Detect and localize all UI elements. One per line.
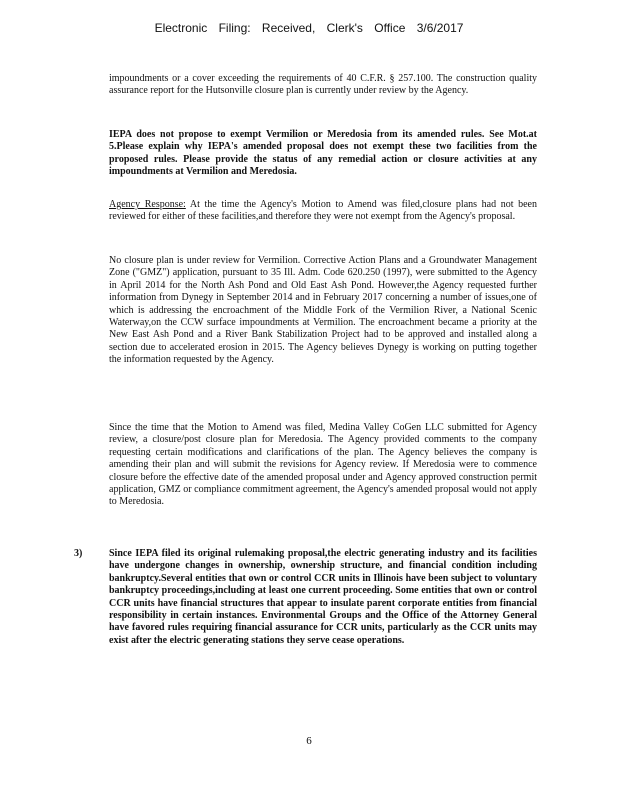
filing-stamp-header: Electronic Filing: Received, Clerk's Office 3/6/2017 [154,21,464,35]
question-vermilion-meredosia: IEPA does not propose to exempt Vermilion or Meredosia from its amended rules. See Mot.at 5.Please explain why IEPA's amended proposal does not exempt these two facilities from the proposed rules. Please provide the status of any remedial action or closure activities at any impoundments at Vermilion and Meredosia. [109,129,537,178]
agency-response-label: Agency Response: [109,199,186,210]
item-number: 3) [74,548,83,559]
paragraph-vermilion-closure: No closure plan is under review for Vermilion. Corrective Action Plans and a Groundwater Management Zone ("GMZ") application, pursuant to 35 Ill. Adm. Code 620.250 (1997), were submitted to the Agency in April 2014 for the North Ash Pond and Old East Ash Pond. However,the Agency requested further information from Dynegy in September 2014 and in February 2017 concerning a number of issues,one of which is addressing the encroachment of the Middle Fork of the Vermilion River, a National Scenic Waterway,on the CCW surface impoundments at Vermilion. The encroachment became a priority at the New East Ash Pond and a River Bank Stabilization Project had to be approved and installed along a section due to accelerated erosion in 2015. The Agency believes Dynegy is working on putting together the information requested by the Agency. [109,255,537,366]
paragraph-hutsonville: impoundments or a cover exceeding the requirements of 40 C.F.R. § 257.100. The construction quality assurance report for the Hutsonville closure plan is currently under review by the Agency. [109,73,537,97]
paragraph-meredosia-closure: Since the time that the Motion to Amend was filed, Medina Valley CoGen LLC submitted for Agency review, a closure/post closure plan for Meredosia. The Agency provided comments to the company requesting certain modifications and clarifications of the plan. The Agency believes the company is amending their plan and will submit the revisions for Agency review. If Meredosia were to commence closure before the effective date of the amended proposal under and Agency approved construction permit application, GMZ or compliance commitment agreement, the Agency's amended proposal would not apply to Meredosia. [109,422,537,508]
page-number: 6 [306,735,312,747]
agency-response-text: At the time the Agency's Motion to Amend was filed,closure plans had not been reviewed for either of these facilities,and therefore they were not exempt from the Agency's proposal. [109,199,537,223]
agency-response-paragraph [109,199,537,224]
question-financial-assurance: Since IEPA filed its original rulemaking proposal,the electric generating industry and its facilities have undergone changes in ownership, ownership structure, and financial condition including bankruptcy.Several entities that own or control CCR units in Illinois have been subject to voluntary bankruptcy proceedings,including at least one current proceeding. Some entities that own or control CCR units have financial structures that appear to insulate parent corporate entities from financial responsibility in certain instances. Environmental Groups and the Office of the Attorney General have favored rules requiring financial assurance for CCR units, particularly as the CCR units may exist after the electric generating stations they serve cease operations. [109,548,537,646]
